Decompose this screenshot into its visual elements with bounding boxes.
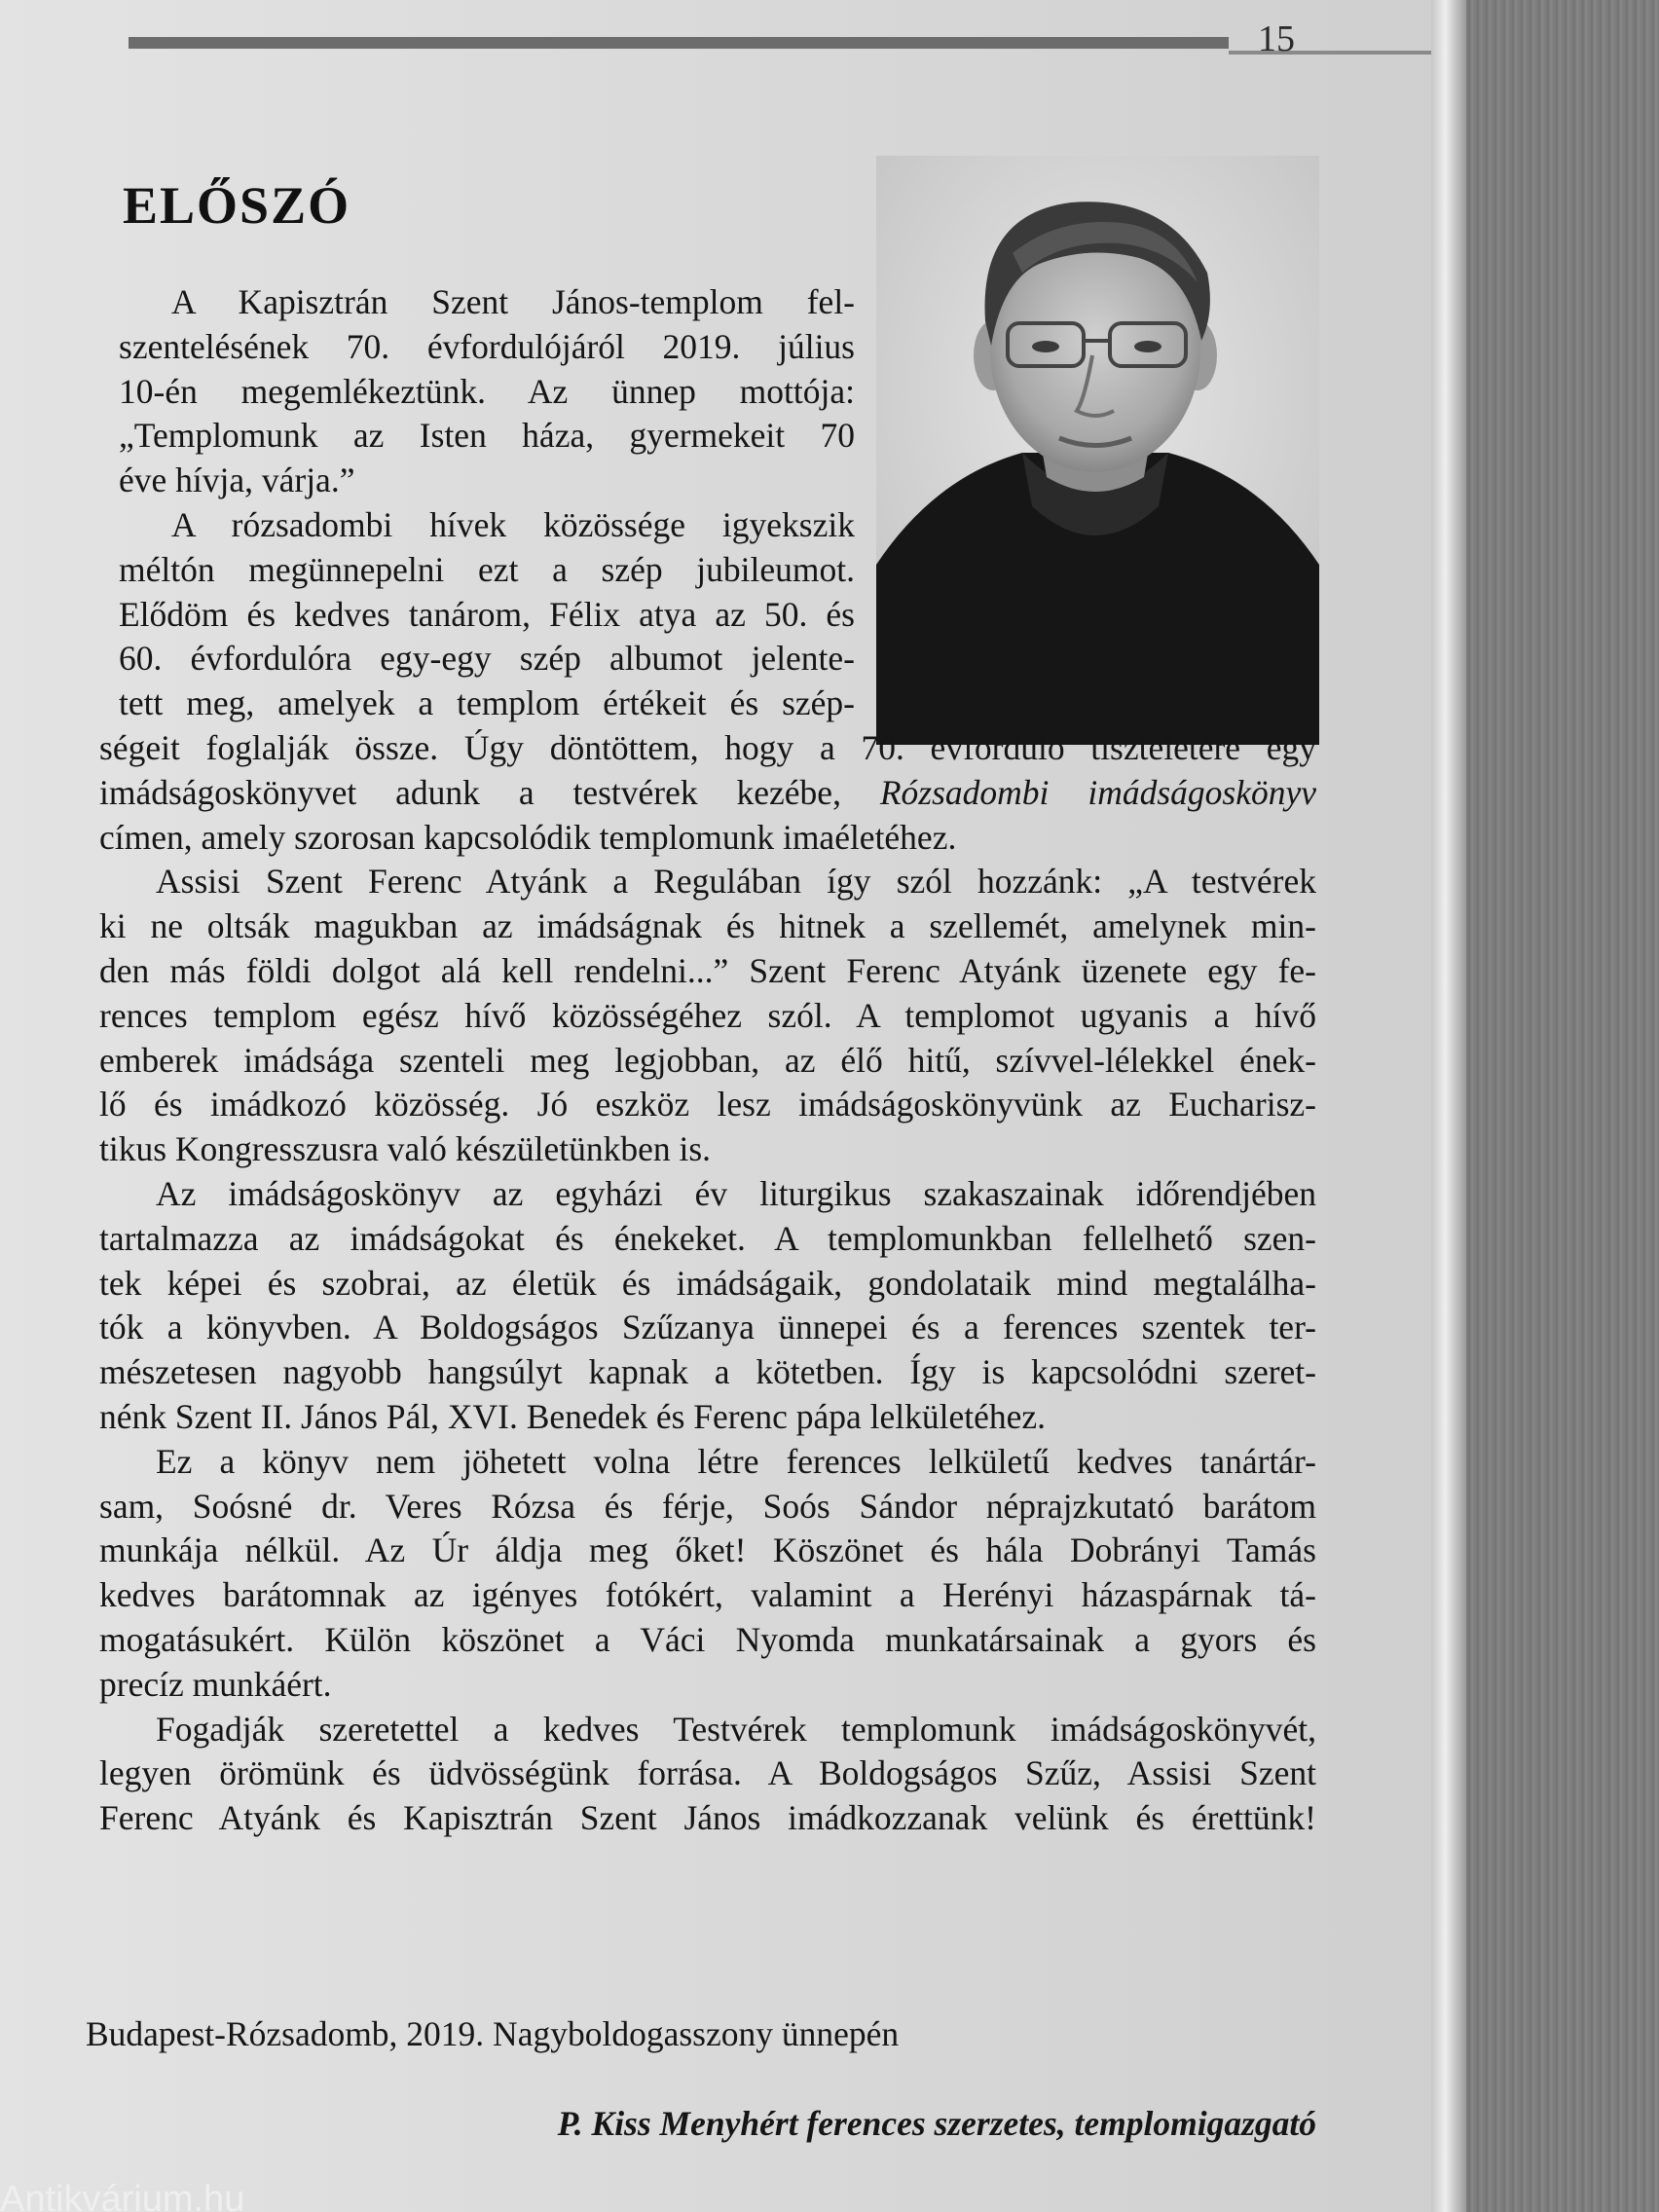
- text-line: [171, 280, 855, 323]
- text-line-content: Assisi Szent Ferenc Atyánk a Regulában így szól hozzánk: „A testvérek: [156, 862, 1316, 901]
- text-line: [119, 325, 855, 368]
- text-line-content: méltón megünnepelni ezt a szép jubileumot.: [119, 550, 855, 589]
- text-line: [99, 1663, 1316, 1706]
- text-line-content: sam, Soósné dr. Veres Rózsa és férje, Soós Sándor néprajzkutató barátom: [99, 1487, 1316, 1526]
- text-line-content: tett meg, amelyek a templom értékeit és szép-: [119, 683, 855, 722]
- text-line-content: ségeit foglalják össze. Úgy döntöttem, hogy a 70. évforduló tiszteletére egy: [99, 728, 1316, 767]
- text-line-content: kedves barátomnak az igényes fotókért, valamint a Herényi házaspárnak tá-: [99, 1575, 1316, 1614]
- text-line: [99, 726, 1316, 769]
- portrait-icon: [876, 156, 1319, 745]
- text-line-content: címen, amely szorosan kapcsolódik templomunk imaéletéhez.: [99, 818, 957, 857]
- text-line: [156, 860, 1316, 903]
- text-line-content: lő és imádkozó közösség. Jó eszköz lesz imádságoskönyvünk az Eucharisz-: [99, 1085, 1316, 1124]
- text-line: [156, 1172, 1316, 1215]
- text-line: [99, 1529, 1316, 1571]
- text-line: [99, 1306, 1316, 1348]
- text-line-content: „Templomunk az Isten háza, gyermekeit 70: [119, 416, 855, 455]
- text-line-content: 60. évfordulóra egy-egy szép albumot jelente-: [119, 639, 855, 678]
- page-edge: [1431, 0, 1466, 2212]
- text-line: [99, 1573, 1316, 1616]
- text-line-content: precíz munkáért.: [99, 1665, 332, 1704]
- text-line: [156, 1440, 1316, 1483]
- text-line-content: szentelésének 70. évfordulójáról 2019. július: [119, 327, 855, 366]
- text-line-content: ki ne oltsák magukban az imádságnak és hitnek a szellemét, amelynek min-: [99, 906, 1316, 945]
- text-line: [99, 1395, 1316, 1438]
- text-line: [99, 994, 1316, 1037]
- page-number: 15: [1258, 18, 1295, 59]
- text-line: [119, 414, 855, 457]
- text-line: [99, 1262, 1316, 1305]
- text-line-content: mogatásukért. Külön köszönet a Váci Nyomda munkatársainak a gyors és: [99, 1620, 1316, 1659]
- text-line-content: A rózsadombi hívek közössége igyekszik: [171, 505, 855, 544]
- text-line: [99, 1217, 1316, 1260]
- text-line: [99, 1083, 1316, 1125]
- text-line-content: tók a könyvben. A Boldogságos Szűzanya ünnepei és a ferences szentek ter-: [99, 1308, 1316, 1346]
- text-line-content: den más földi dolgot alá kell rendelni...” Szent Ferenc Atyánk üzenete egy fe-: [99, 951, 1316, 990]
- text-line-content: rences templom egész hívő közösségéhez szól. A templomot ugyanis a hívő: [99, 996, 1316, 1035]
- text-line: [119, 682, 855, 724]
- text-line-content: éve hívja, várja.”: [119, 461, 355, 499]
- text-line: [171, 503, 855, 546]
- book-spine: [1466, 0, 1659, 2212]
- text-line: [119, 548, 855, 591]
- text-line: [99, 904, 1316, 947]
- text-line: [99, 1039, 1316, 1082]
- portrait-photo: [876, 156, 1319, 745]
- text-line: [99, 771, 1316, 814]
- text-line: [119, 370, 855, 413]
- text-line-content: Az imádságoskönyv az egyházi év liturgikus szakaszainak időrendjében: [156, 1174, 1316, 1213]
- text-line-content: legyen örömünk és üdvösségünk forrása. A Boldogságos Szűz, Assisi Szent: [99, 1753, 1316, 1792]
- text-line-content: Elődöm és kedves tanárom, Félix atya az 50. és: [119, 595, 855, 634]
- text-line: [99, 1485, 1316, 1528]
- header-rule: [129, 37, 1229, 49]
- text-line: [99, 816, 1316, 859]
- page-title: ELŐSZÓ: [123, 176, 351, 235]
- signature: P. Kiss Menyhért ferences szerzetes, templomigazgató: [557, 2104, 1316, 2143]
- text-line-content: emberek imádsága szenteli meg legjobban, az élő hitű, szívvel-lélekkel ének-: [99, 1041, 1316, 1080]
- text-line: [99, 1127, 1316, 1170]
- text-line: [99, 1350, 1316, 1393]
- text-line-content: 10-én megemlékeztünk. Az ünnep mottója:: [119, 372, 855, 411]
- text-line-content: Fogadják szeretettel a kedves Testvérek templomunk imádságoskönyvét,: [156, 1710, 1316, 1749]
- text-line: [99, 949, 1316, 992]
- text-line: [99, 1751, 1316, 1794]
- text-line-content: A Kapisztrán Szent János-templom fel-: [171, 282, 855, 321]
- watermark: Antikvárium.hu: [0, 2179, 245, 2212]
- text-line: [119, 459, 855, 501]
- text-line-content: nénk Szent II. János Pál, XVI. Benedek és Ferenc pápa lelkületéhez.: [99, 1397, 1046, 1436]
- text-line-content: imádságoskönyvet adunk a testvérek kezébe,: [99, 773, 880, 812]
- text-line: [99, 1796, 1316, 1839]
- text-line-content: tikus Kongresszusra való készületünkben is.: [99, 1129, 712, 1168]
- text-line: [119, 637, 855, 680]
- text-line-content: tartalmazza az imádságokat és énekeket. A templomunkban fellelhető szen-: [99, 1219, 1316, 1258]
- place-date: Budapest-Rózsadomb, 2019. Nagyboldogasszony ünnepén: [86, 2014, 900, 2053]
- text-line-content: munkája nélkül. Az Úr áldja meg őket! Köszönet és hála Dobrányi Tamás: [99, 1530, 1316, 1569]
- text-line: [119, 593, 855, 636]
- text-line-content: Ez a könyv nem jöhetett volna létre ferences lelkületű kedves tanártár-: [156, 1442, 1316, 1481]
- text-line-content: tek képei és szobrai, az életük és imádságaik, gondolataik mind megtalálha-: [99, 1264, 1316, 1303]
- text-line-content: mészetesen nagyobb hangsúlyt kapnak a kötetben. Így is kapcsolódni szeret-: [99, 1352, 1316, 1391]
- text-line: [156, 1708, 1316, 1751]
- text-line-content: Ferenc Atyánk és Kapisztrán Szent János imádkozzanak velünk és érettünk!: [99, 1798, 1316, 1837]
- book-title-italic: Rózsadombi imádságoskönyv: [879, 773, 1316, 812]
- text-line: [99, 1618, 1316, 1661]
